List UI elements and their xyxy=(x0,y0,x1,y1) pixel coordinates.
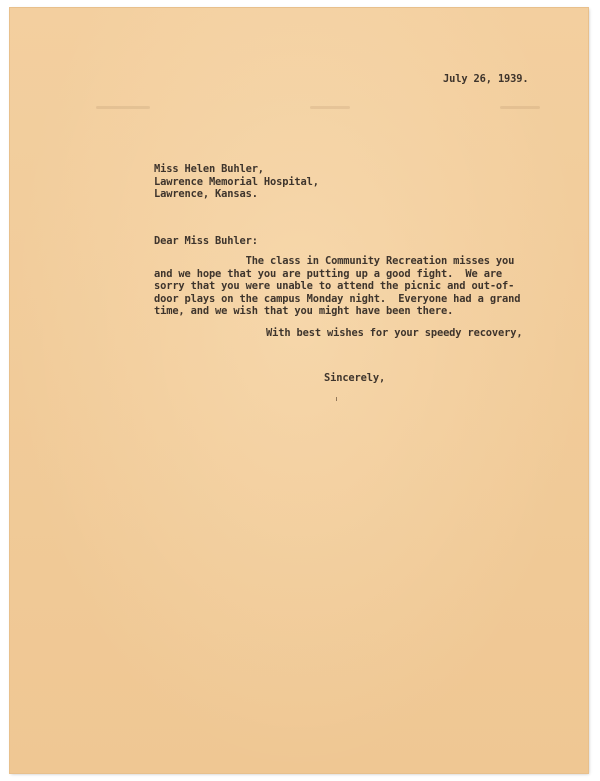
recipient-institution: Lawrence Memorial Hospital, xyxy=(154,175,319,188)
letter-date: July 26, 1939. xyxy=(443,73,529,85)
letter-body xyxy=(154,255,520,318)
closing-line: With best wishes for your speedy recovery, xyxy=(266,327,523,339)
recipient-name: Miss Helen Buhler, xyxy=(154,163,264,175)
body-line: door plays on the campus Monday night. Everyone had a grand xyxy=(154,292,521,305)
recipient-city: Lawrence, Kansas. xyxy=(154,188,258,201)
recipient-address xyxy=(154,163,319,201)
bleed-through-mark xyxy=(500,106,540,109)
body-line: sorry that you were unable to attend the picnic and out-of- xyxy=(154,280,515,293)
bleed-through-mark xyxy=(310,106,350,109)
stray-ink-mark xyxy=(336,397,337,401)
salutation: Dear Miss Buhler: xyxy=(154,235,258,247)
body-line: time, and we wish that you might have been there. xyxy=(154,305,454,318)
signoff: Sincerely, xyxy=(324,372,386,384)
body-line: The class in Community Recreation misses you xyxy=(154,255,515,267)
letter-page xyxy=(10,8,588,773)
body-line: and we hope that you are putting up a good fight. We are xyxy=(154,267,503,280)
bleed-through-mark xyxy=(96,106,150,109)
